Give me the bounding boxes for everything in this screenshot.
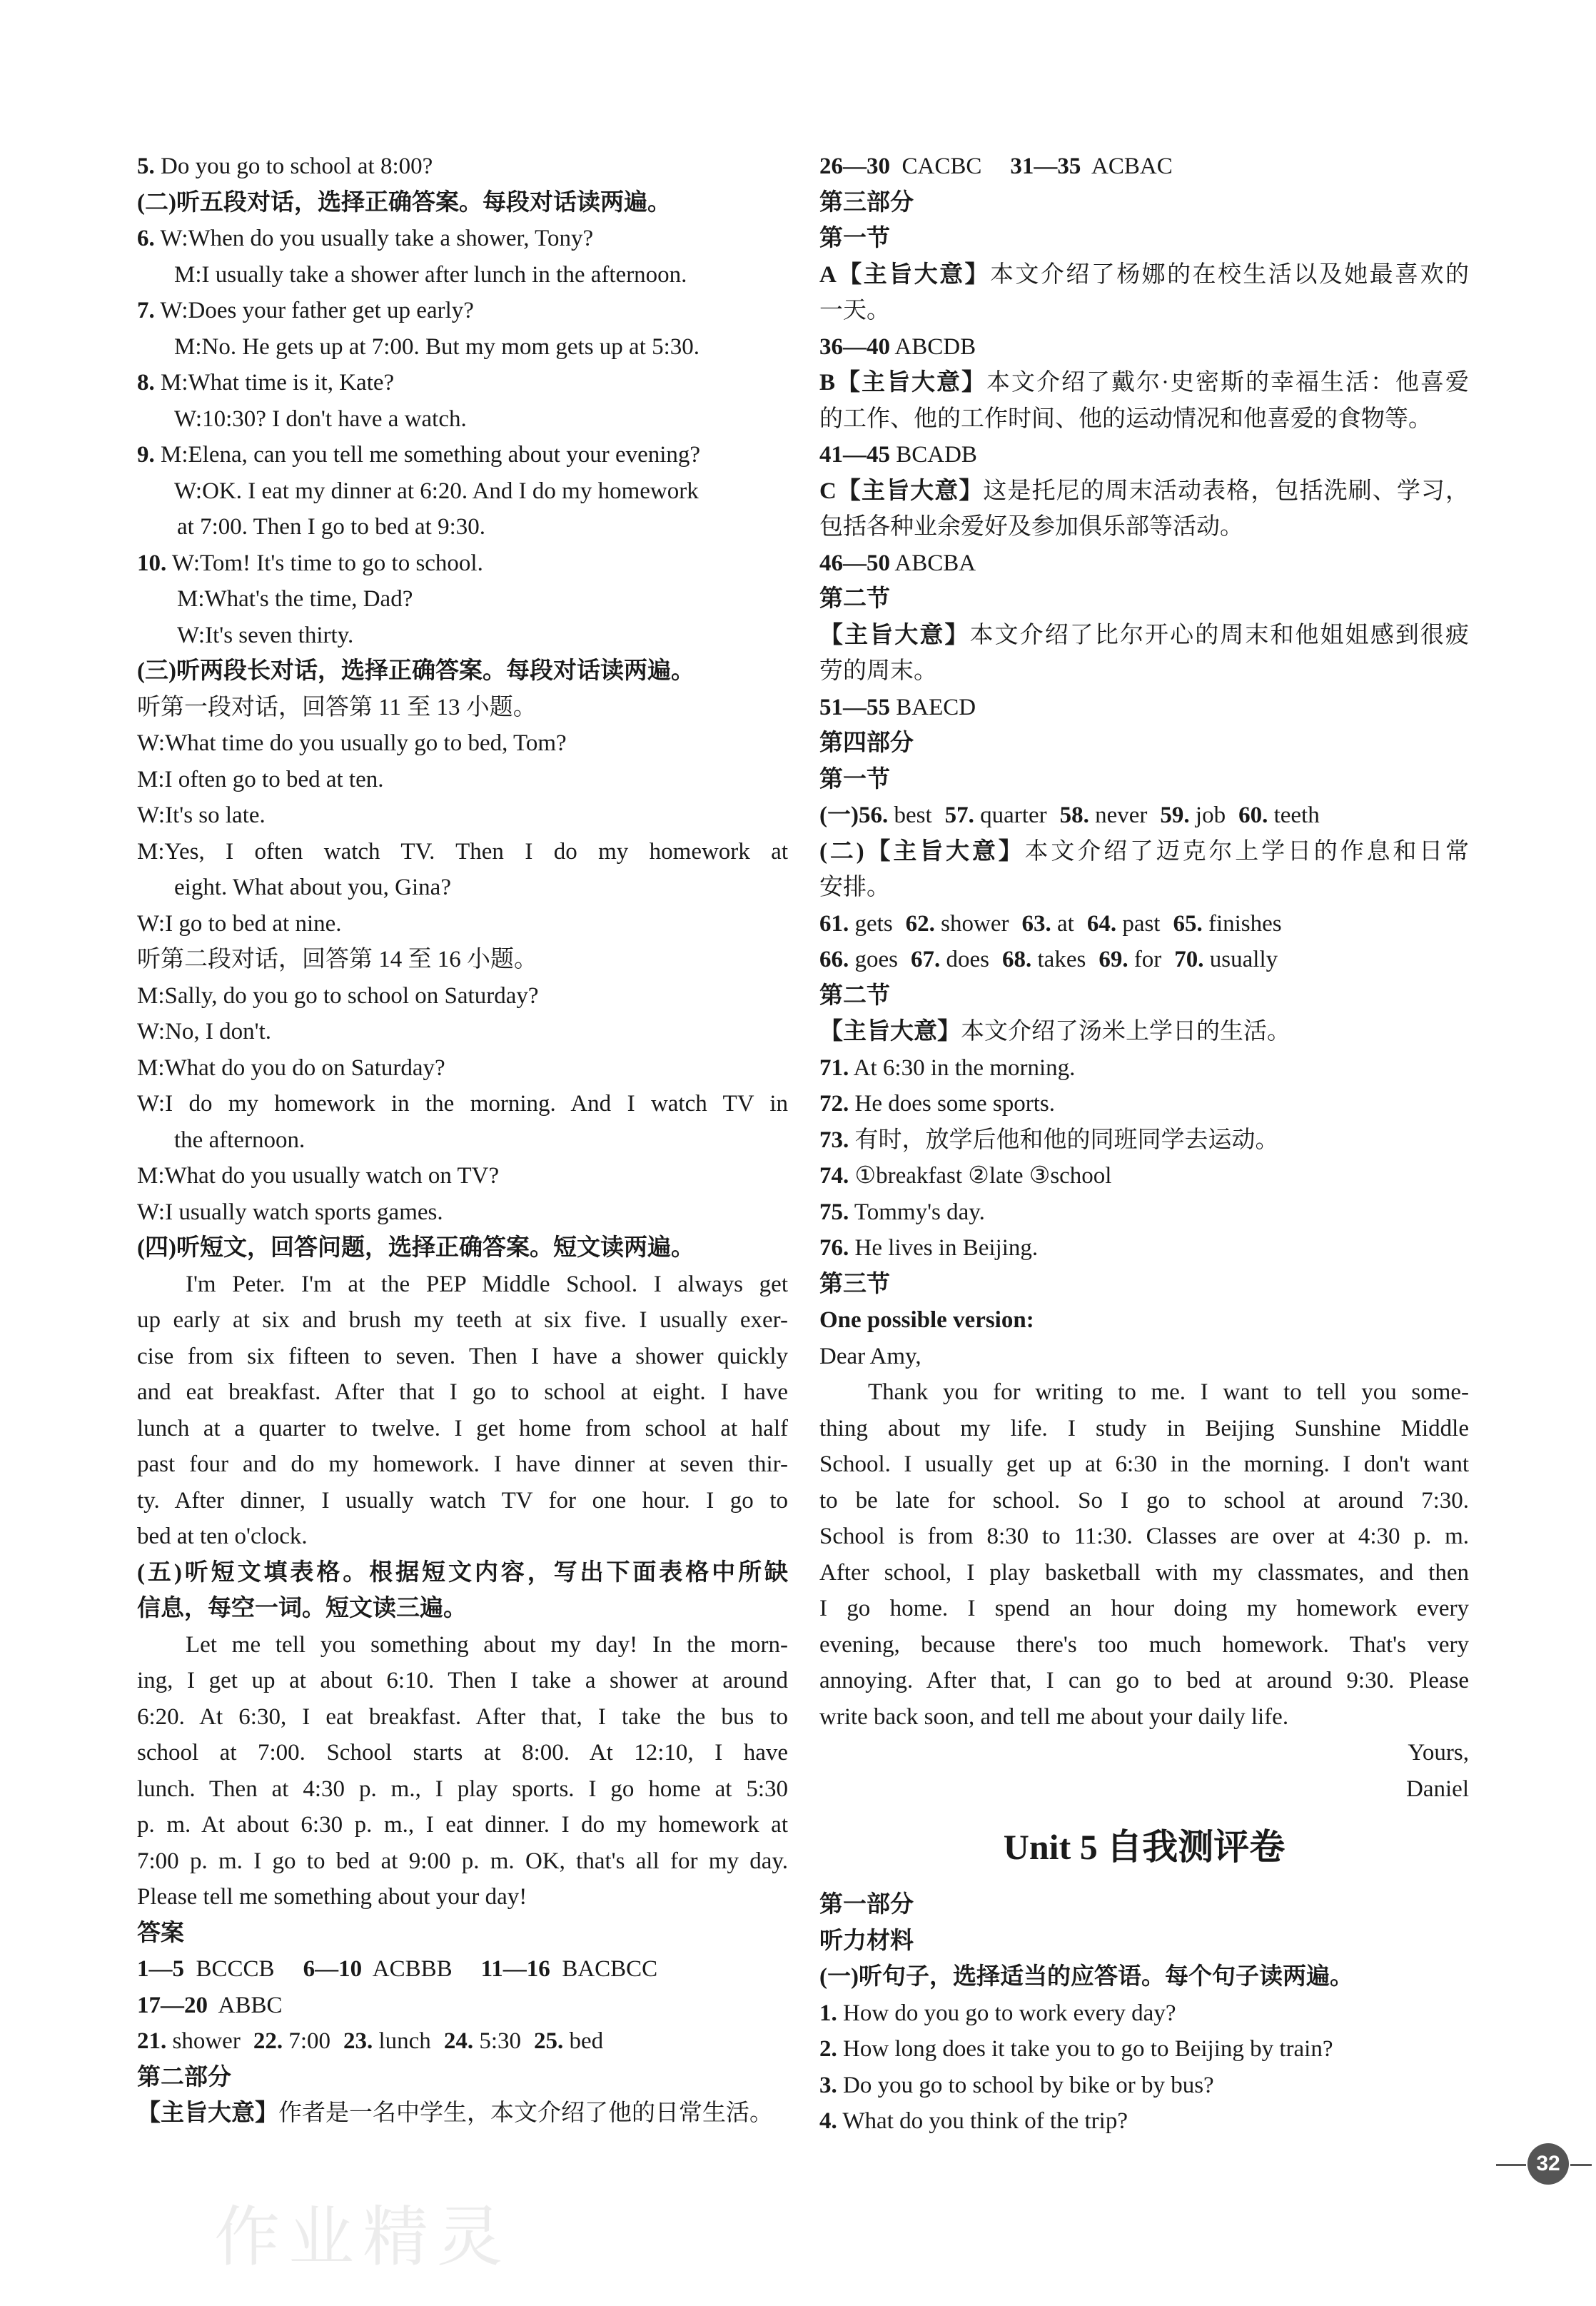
text-line: M:Yes, I often watch TV. Then I do my homework at [137,838,788,865]
text-line: 73. 有时，放学后他和他的同班同学去运动。 [819,1127,1279,1153]
text-line: 听力材料 [819,1928,914,1954]
text-line: and eat breakfast. After that I go to school at eight. I have [137,1379,788,1405]
text-line: W:I do my homework in the morning. And I watch TV in [137,1091,788,1117]
text-line: M:What's the time, Dad? [177,586,413,612]
text-line: Please tell me something about your day! [137,1884,527,1910]
text-line: M:Sally, do you go to school on Saturday? [137,982,539,1009]
text-line: at 7:00. Then I go to bed at 9:30. [177,514,485,540]
text-line: lunch. Then at 4:30 p. m., I play sports. I go home at 5:30 [137,1776,788,1802]
text-line: (二)听五段对话，选择正确答案。每段对话读两遍。 [137,189,671,216]
answer-row: 61. gets 62. shower 63. at 64. past 65. finishes [819,910,1282,937]
text-line: 第二节 [819,982,890,1009]
text-line: 6:20. At 6:30, I eat breakfast. After that, I take the bus to [137,1703,788,1730]
left-column [137,148,788,2132]
text-line: 7:00 p. m. I go to bed at 9:00 p. m. OK, that's all for my day. [137,1848,788,1874]
text-line: 听第二段对话，回答第 14 至 16 小题。 [137,947,537,972]
text-line: 信息，每空一词。短文读三遍。 [137,1596,467,1621]
text-line: School is from 8:30 to 11:30. Classes are over at 4:30 p. m. [819,1524,1469,1549]
text-line: 41—45 BCADB [819,442,977,468]
answer-row: 26—30 CACBC 31—35 ACBAC [819,153,1173,179]
text-line: 包括各种业余爱好及参加俱乐部等活动。 [819,514,1243,540]
text-line: 76. He lives in Beijing. [819,1235,1039,1261]
text-line: past four and do my homework. I have dinner at seven thir- [137,1451,788,1477]
text-line: write back soon, and tell me about your daily life. [819,1703,1289,1730]
text-line: 【主旨大意】本文介绍了比尔开心的周末和他姐姐感到很疲 [819,622,1469,648]
text-line: M:What do you do on Saturday? [137,1054,445,1081]
text-line: 46—50 ABCBA [819,550,976,576]
text-line: annoying. After that, I can go to bed at around 9:30. Please [819,1668,1469,1693]
text-line: 的工作、他的工作时间、他的运动情况和他喜爱的食物等。 [819,406,1432,432]
text-line: ty. After dinner, I usually watch TV for one hour. I go to [137,1487,788,1514]
text-line: evening, because there's too much homework. That's very [819,1631,1469,1658]
text-line: 7. W:Does your father get up early? [137,298,474,323]
text-line: C【主旨大意】这是托尼的周末活动表格，包括洗刷、学习， [819,478,1469,504]
text-line: B【主旨大意】本文介绍了戴尔·史密斯的幸福生活：他喜爱 [819,370,1469,396]
text-line: p. m. At about 6:30 p. m., I eat dinner. I do my homework at [137,1812,788,1838]
text-line: 75. Tommy's day. [819,1199,985,1225]
page-number-rule-right [1570,2164,1592,2166]
watermark: 作业精灵 [214,2199,512,2275]
text-line: 劳的周末。 [819,658,937,684]
text-line: 9. M:Elena, can you tell me something about your evening? [137,442,701,468]
text-line: 第三部分 [819,189,914,216]
answer-row: 17—20 ABBC [137,1992,283,2018]
text-line: 第一部分 [819,1892,914,1918]
unit-title: Unit 5 自我测评卷 [1003,1827,1286,1867]
text-line: 6. W:When do you usually take a shower, Tony? [137,226,594,251]
text-line: 1. How do you go to work every day? [819,2000,1176,2026]
text-line: 8. M:What time is it, Kate? [137,370,395,396]
text-line: (一)听句子，选择适当的应答语。每个句子读两遍。 [819,1964,1353,1990]
text-line: 第一节 [819,766,890,792]
text-line: W:It's so late. [137,802,266,828]
text-line: to be late for school. So I go to school at around 7:30. [819,1487,1469,1514]
text-line: 74. ①breakfast ②late ③school [819,1163,1112,1189]
text-line: 第二节 [819,586,890,612]
text-line: W:What time do you usually go to bed, Tom? [137,730,567,756]
text-line: M:I often go to bed at ten. [137,766,384,792]
answer-row: 21. shower 22. 7:00 23. lunch 24. 5:30 25. bed [137,2028,604,2054]
text-line: 听第一段对话，回答第 11 至 13 小题。 [137,694,537,720]
text-line: I'm Peter. I'm at the PEP Middle School. I always get [186,1271,788,1297]
text-line: (五)听短文填表格。根据短文内容，写出下面表格中所缺 [137,1559,788,1586]
text-line: 答案 [137,1920,184,1946]
text-line: Thank you for writing to me. I want to tell you some- [868,1379,1469,1405]
text-line: M:No. He gets up at 7:00. But my mom gets up at 5:30. [174,333,700,360]
text-line: 71. At 6:30 in the morning. [819,1054,1076,1081]
text-line: (三)听两段长对话，选择正确答案。每段对话读两遍。 [137,658,695,684]
text-line: 一天。 [819,298,890,323]
text-line: 【主旨大意】作者是一名中学生，本文介绍了他的日常生活。 [137,2100,773,2126]
text-line: 第一节 [819,226,890,251]
text-line: A【主旨大意】本文介绍了杨娜的在校生活以及她最喜欢的 [819,261,1469,288]
answer-row: 66. goes 67. does 68. takes 69. for 70. usually [819,947,1278,972]
text-line: 第四部分 [819,730,914,756]
right-column [819,148,1469,2140]
text-line: 4. What do you think of the trip? [819,2108,1128,2134]
text-line: W:10:30? I don't have a watch. [174,406,467,432]
text-line: School. I usually get up at 6:30 in the morning. I don't want [819,1451,1469,1477]
text-line: W:I go to bed at nine. [137,910,342,937]
text-line: Yours, [1408,1740,1469,1766]
text-line: 51—55 BAECD [819,694,976,720]
page-number: 32 [1527,2143,1569,2185]
text-line: the afternoon. [174,1127,305,1153]
text-line: W:OK. I eat my dinner at 6:20. And I do my homework [174,478,699,504]
text-line: up early at six and brush my teeth at six five. I usually exer- [137,1307,788,1333]
text-line: 第三节 [819,1271,890,1297]
text-line: 【主旨大意】本文介绍了汤米上学日的生活。 [819,1019,1291,1044]
text-line: bed at ten o'clock. [137,1524,308,1549]
text-line: thing about my life. I study in Beijing Sunshine Middle [819,1415,1469,1441]
text-line: After school, I play basketball with my classmates, and then [819,1559,1469,1586]
answer-row: 1—5 BCCCB 6—10 ACBBB 11—16 BACBCC [137,1956,658,1982]
text-line: 72. He does some sports. [819,1091,1055,1117]
text-line: One possible version: [819,1307,1034,1333]
text-line: eight. What about you, Gina? [174,875,451,900]
text-line: Let me tell you something about my day! In the morn- [186,1631,788,1658]
text-line: cise from six fifteen to seven. Then I have a shower quickly [137,1343,788,1369]
text-line: (二)【主旨大意】本文介绍了迈克尔上学日的作息和日常 [819,838,1469,865]
text-line: 3. Do you go to school by bike or by bus? [819,2072,1214,2098]
text-line: M:What do you usually watch on TV? [137,1163,500,1189]
answer-row: (一)56. best 57. quarter 58. never 59. job 60. teeth [819,802,1320,828]
text-line: school at 7:00. School starts at 8:00. At 12:10, I have [137,1740,788,1766]
text-line: Daniel [1406,1776,1469,1802]
text-line: (四)听短文，回答问题，选择正确答案。短文读两遍。 [137,1235,695,1261]
text-line: 10. W:Tom! It's time to go to school. [137,550,483,576]
text-line: I go home. I spend an hour doing my homework every [819,1596,1469,1621]
text-line: 36—40 ABCDB [819,333,976,360]
text-line: 2. How long does it take you to go to Beijing by train? [819,2036,1333,2062]
text-line: 5. Do you go to school at 8:00? [137,153,433,179]
text-line: 第二部分 [137,2064,231,2090]
text-line: M:I usually take a shower after lunch in the afternoon. [174,261,687,288]
text-line: Dear Amy, [819,1343,921,1369]
text-line: lunch at a quarter to twelve. I get home from school at half [137,1415,788,1441]
page-number-rule-left [1496,2164,1526,2166]
text-line: ing, I get up at about 6:10. Then I take a shower at around [137,1668,788,1693]
text-line: W:No, I don't. [137,1019,272,1044]
text-line: W:I usually watch sports games. [137,1199,443,1225]
text-line: 安排。 [819,875,890,900]
text-line: W:It's seven thirty. [177,622,354,648]
